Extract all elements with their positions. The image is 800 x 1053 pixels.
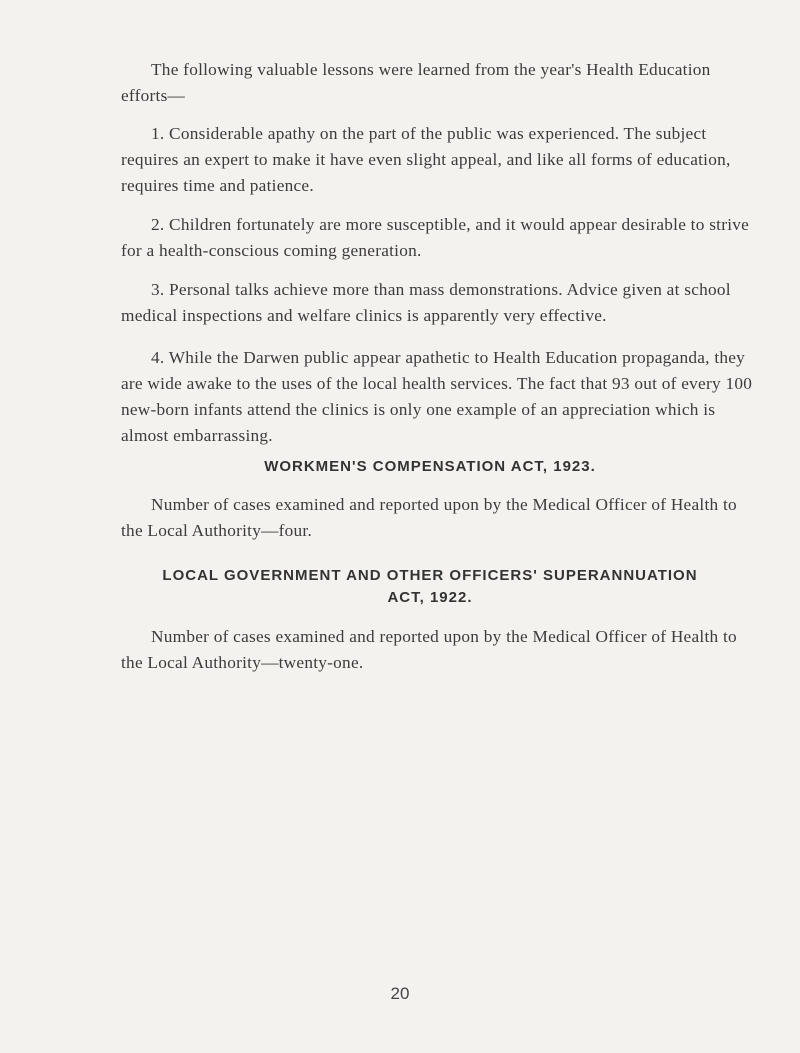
lesson-number: 3. [151,280,165,299]
superannuation-heading-line-1: LOCAL GOVERNMENT AND OTHER OFFICERS' SUPERANNUATION [162,567,698,584]
lesson-text: While the Darwen public appear apathetic to Health Education propaganda, they are wide awake to the uses of the local health services. The fact that 93 out of every 100 new-born infants attend the clinics is only one example of an appreciation which is almost embarrassing. [121,348,753,445]
workmen-heading: WORKMEN'S COMPENSATION ACT, 1923. [264,458,596,475]
superannuation-heading [100,565,760,609]
superannuation-text: Number of cases examined and reported upon by the Medical Officer of Health to the Local Authority—twenty-one. [121,627,737,672]
superannuation-heading-line-2: ACT, 1922. [387,589,473,606]
lesson-number: 2. [151,215,165,234]
lesson-2 [121,212,761,264]
lesson-1 [121,121,761,199]
superannuation-paragraph [121,624,761,676]
lesson-number: 1. [151,124,165,143]
lesson-text: Personal talks achieve more than mass demonstrations. Advice given at school medical inspections and welfare clinics is apparently very effective. [121,280,731,325]
lesson-4 [121,345,761,449]
lesson-text: Considerable apathy on the part of the public was experienced. The subject requires an expert to make it have even slight appeal, and like all forms of education, requires time and patience. [121,124,731,195]
lesson-number: 4. [151,348,165,367]
lesson-text: Children fortunately are more susceptible, and it would appear desirable to strive for a health-conscious coming generation. [121,215,750,260]
lesson-3 [121,277,761,329]
workmen-text: Number of cases examined and reported upon by the Medical Officer of Health to the Local Authority—four. [121,495,737,540]
workmen-paragraph [121,492,761,544]
intro-text: The following valuable lessons were learned from the year's Health Education efforts— [121,60,711,105]
page-number: 20 [390,984,410,1003]
intro-paragraph [121,57,761,109]
